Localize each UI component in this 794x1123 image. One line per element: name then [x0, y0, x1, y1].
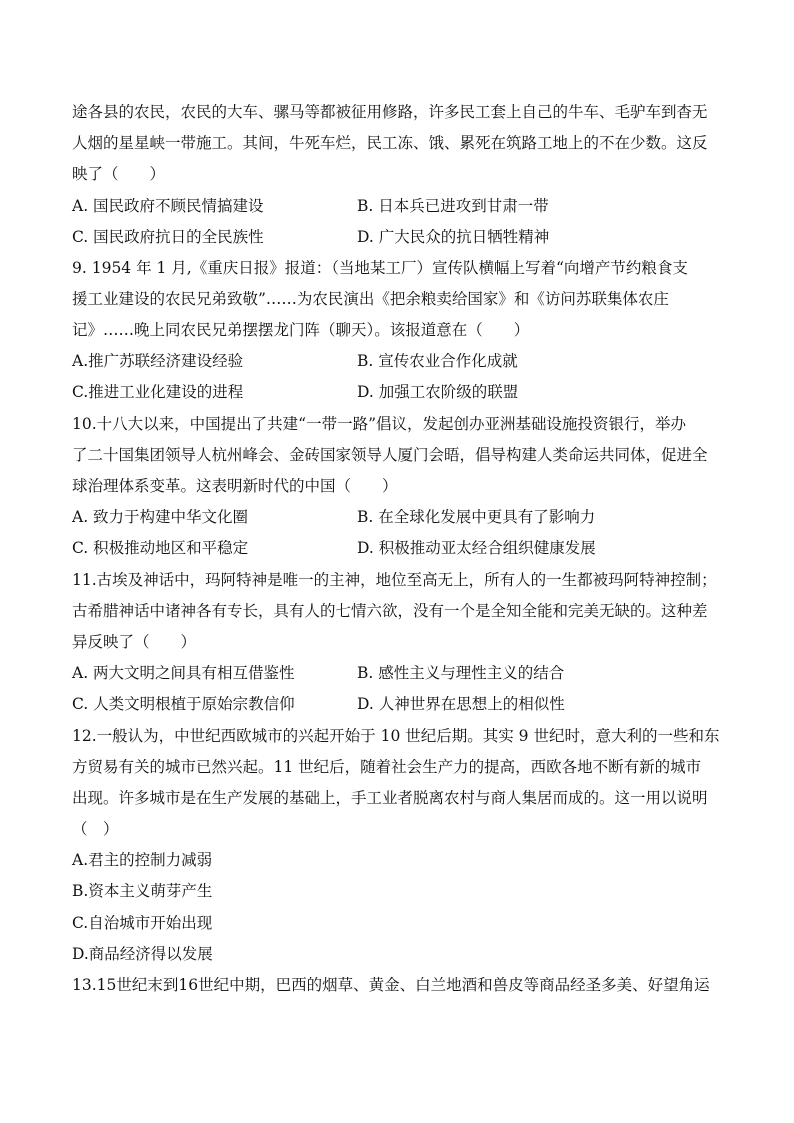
option-b: B. 宣传农业合作化成就 [357, 352, 518, 370]
question-text-line: 古希腊神话中诸神各有专长，具有人的七情六欲，没有一个是全知全能和完美无缺的。这种差 [72, 602, 708, 620]
question-text-line: 方贸易有关的城市已然兴起。11 世纪后，随着社会生产力的提高，西欧各地不断有新的城市 [72, 758, 702, 776]
option-d: D. 加强工农阶级的联盟 [357, 383, 519, 401]
option-b: B. 感性主义与理性主义的结合 [357, 664, 565, 682]
question-text-line: 出现。许多城市是在生产发展的基础上，手工业者脱离农村与商人集居而成的。这一用以说明 [72, 789, 708, 807]
option-c: C. 积极推动地区和平稳定 [72, 539, 249, 557]
question-9-text: 9. 1954 年 1 月,《重庆日报》报道：（当地某工厂）宣传队横幅上写着“向增产节约粮食支 [72, 259, 688, 277]
question-text-line: 球治理体系变革。这表明新时代的中国（ ） [72, 477, 398, 495]
question-text-line: 援工业建设的农民兄弟致敬”……为农民演出《把余粮卖给国家》和《访问苏联集体农庄 [72, 290, 669, 308]
question-11-text: 11.古埃及神话中，玛阿特神是唯一的主神，地位至高无上，所有人的一生都被玛阿特神控制； [72, 571, 717, 589]
option-d: D. 人神世界在思想上的相似性 [357, 695, 565, 713]
option-b: B.资本主义萌芽产生 [72, 882, 213, 900]
option-d: D.商品经济得以发展 [72, 945, 213, 963]
question-text-line: 异反映了（ ） [72, 633, 197, 651]
option-a: A. 致力于构建中华文化圈 [72, 508, 249, 526]
question-text-line: （ ） [72, 820, 119, 838]
option-d: D. 积极推动亚太经合组织健康发展 [357, 539, 596, 557]
question-text-line: 了二十国集团领导人杭州峰会、金砖国家领导人厦门会晤，倡导构建人类命运共同体，促进全 [72, 446, 708, 464]
question-text-line: 人烟的星星峡一带施工。其间，牛死车烂，民工冻、饿、累死在筑路工地上的不在少数。这反 [72, 134, 708, 152]
option-c: C.推进工业化建设的进程 [72, 383, 244, 401]
option-a: A.君主的控制力减弱 [72, 851, 213, 869]
option-a: A. 国民政府不顾民情搞建设 [72, 197, 264, 215]
option-c: C.自治城市开始出现 [72, 914, 213, 932]
option-b: B. 日本兵已进攻到甘肃一带 [357, 197, 549, 215]
question-text-line: 途各县的农民，农民的大车、骡马等都被征用修路，许多民工套上自己的牛车、毛驴车到杳无 [72, 103, 708, 121]
option-a: A.推广苏联经济建设经验 [72, 352, 244, 370]
option-b: B. 在全球化发展中更具有了影响力 [357, 508, 596, 526]
question-10-text: 10.十八大以来，中国提出了共建“一带一路”倡议，发起创办亚洲基础设施投资银行，举办 [72, 415, 687, 433]
option-c: C. 国民政府抗日的全民族性 [72, 228, 264, 246]
option-d: D. 广大民众的抗日牺牲精神 [357, 228, 550, 246]
option-c: C. 人类文明根植于原始宗教信仰 [72, 695, 295, 713]
question-12-text: 12.一般认为，中世纪西欧城市的兴起开始于 10 世纪后期。其实 9 世纪时，意大利的一些和东 [72, 727, 720, 745]
option-a: A. 两大文明之间具有相互借鉴性 [72, 664, 295, 682]
question-text-line: 映了（ ） [72, 165, 166, 183]
question-13-text: 13.15世纪末到16世纪中期，巴西的烟草、黄金、白兰地酒和兽皮等商品经圣多美、好望角运 [72, 976, 710, 994]
question-text-line: 记》……晚上同农民兄弟摆摆龙门阵（聊天）。该报道意在（ ） [72, 321, 530, 339]
